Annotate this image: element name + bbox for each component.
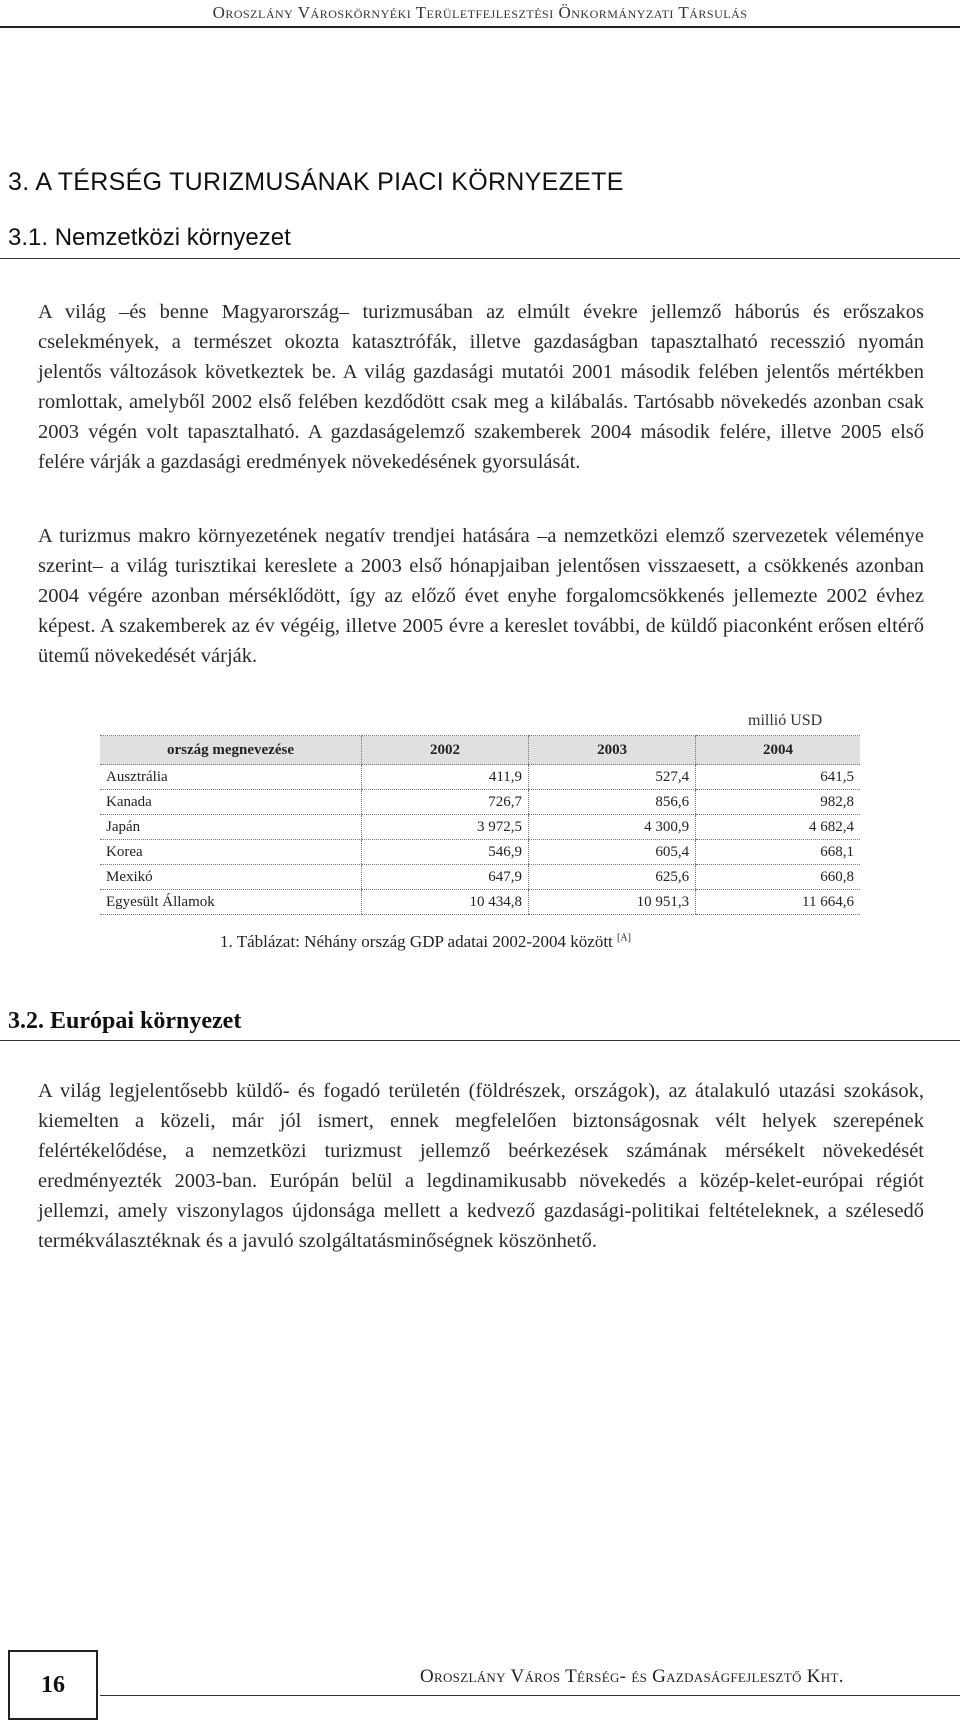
table-header-cell: 2003	[529, 736, 696, 765]
table-caption-reference: [A]	[617, 932, 631, 944]
table-cell: 605,4	[529, 840, 696, 865]
footer-organization: Oroszlány Város Térség- és Gazdaságfejlesztő Kht.	[420, 1666, 844, 1687]
table-cell: Ausztrália	[100, 765, 362, 790]
table-cell: 3 972,5	[362, 815, 529, 840]
table-cell: 10 951,3	[529, 890, 696, 915]
page-number: 16	[8, 1650, 98, 1720]
section-rule	[0, 1040, 960, 1041]
header-rule	[0, 26, 960, 28]
table-cell: 625,6	[529, 865, 696, 890]
table-cell: 10 434,8	[362, 890, 529, 915]
table-header-cell: ország megnevezése	[100, 736, 362, 765]
table-cell: 856,6	[529, 790, 696, 815]
section-title-european: 3.2. Európai környezet	[8, 1008, 242, 1034]
table-cell: Korea	[100, 840, 362, 865]
table-cell: 411,9	[362, 765, 529, 790]
table-cell: Mexikó	[100, 865, 362, 890]
table-cell: 982,8	[696, 790, 860, 815]
table-row	[100, 890, 860, 915]
table-header-row	[100, 736, 860, 765]
table-cell: 11 664,6	[696, 890, 860, 915]
chapter-number: 3.	[8, 168, 30, 196]
footer-rule	[100, 1695, 960, 1696]
table-header-cell: 2002	[362, 736, 529, 765]
table-cell: 726,7	[362, 790, 529, 815]
section-title-international: 3.1. Nemzetközi környezet	[8, 224, 291, 251]
table-row	[100, 790, 860, 815]
table-row	[100, 765, 860, 790]
table-caption-text: 1. Táblázat: Néhány ország GDP adatai 2002-2004 között	[220, 932, 613, 951]
paragraph-international-1: A világ –és benne Magyarország– turizmusában az elmúlt évekre jellemző háborús és erőszakos cselekmények, a természet okozta katasztrófák, illetve gazdaságban tapasztalható recesszió nyomán jelentős változások következtek be. A világ gazdasági mutatói 2001 második felében jelentős mértékben romlottak, amelyből 2002 első felében kezdődött csak meg a kilábalás. Tartósabb növekedés azonban csak 2003 végén volt tapasztalható. A gazdaságelemző szakemberek 2004 második felére, illetve 2005 első felére várják a gazdasági eredmények növekedésének gyorsulását.	[38, 300, 924, 473]
running-header: Oroszlány Városkörnyéki Területfejlesztési Önkormányzati Társulás	[212, 3, 748, 22]
table-cell: Egyesült Államok	[100, 890, 362, 915]
table-cell: Kanada	[100, 790, 362, 815]
table-cell: 527,4	[529, 765, 696, 790]
table-header-cell: 2004	[696, 736, 860, 765]
table-cell: Japán	[100, 815, 362, 840]
table-cell: 668,1	[696, 840, 860, 865]
table-row	[100, 865, 860, 890]
paragraph-international-2: A turizmus makro környezetének negatív trendjei hatására –a nemzetközi elemző szervezetek véleménye szerint– a világ turisztikai kereslete a 2003 első hónapjaiban jelentősen visszaesett, a csökkenés azonban 2004 végére azonban mérséklődött, így az előző évet enyhe forgalomcsökkenés jellemezte 2002 évhez képest. A szakemberek az év végéig, illetve 2005 évre a kereslet további, de küldő piaconként erősen eltérő ütemű növekedését várják.	[38, 524, 924, 667]
chapter-heading: A TÉRSÉG TURIZMUSÁNAK PIACI KÖRNYEZETE	[35, 168, 624, 196]
chapter-title	[8, 168, 624, 197]
paragraph-european: A világ legjelentősebb küldő- és fogadó területén (földrészek, országok), az átalakuló utazási szokások, kiemelten a közeli, már jól ismert, ennek megfelelően biztonságosnak vélt helyek szerepének felértékelődése, a nemzetközi turizmust jellemző beérkezések számának mérsékelt növekedését eredményezték 2003-ban. Európán belül a legdinamikusabb növekedés a közép-kelet-európai régiót jellemzi, amely viszonylagos újdonsága mellett a kedvező gazdasági-politikai feltételeknek, a szélesedő termékválasztéknak és a javuló szolgáltatásminőségnek köszönhető.	[38, 1079, 924, 1252]
table-unit-note: millió USD	[748, 712, 823, 729]
section-rule	[0, 258, 960, 259]
table-cell: 546,9	[362, 840, 529, 865]
table-cell: 641,5	[696, 765, 860, 790]
table-cell: 4 682,4	[696, 815, 860, 840]
table-caption	[220, 932, 631, 952]
table-cell: 660,8	[696, 865, 860, 890]
table-row	[100, 840, 860, 865]
table-cell: 647,9	[362, 865, 529, 890]
table-cell: 4 300,9	[529, 815, 696, 840]
gdp-table	[100, 735, 860, 915]
table-row	[100, 815, 860, 840]
